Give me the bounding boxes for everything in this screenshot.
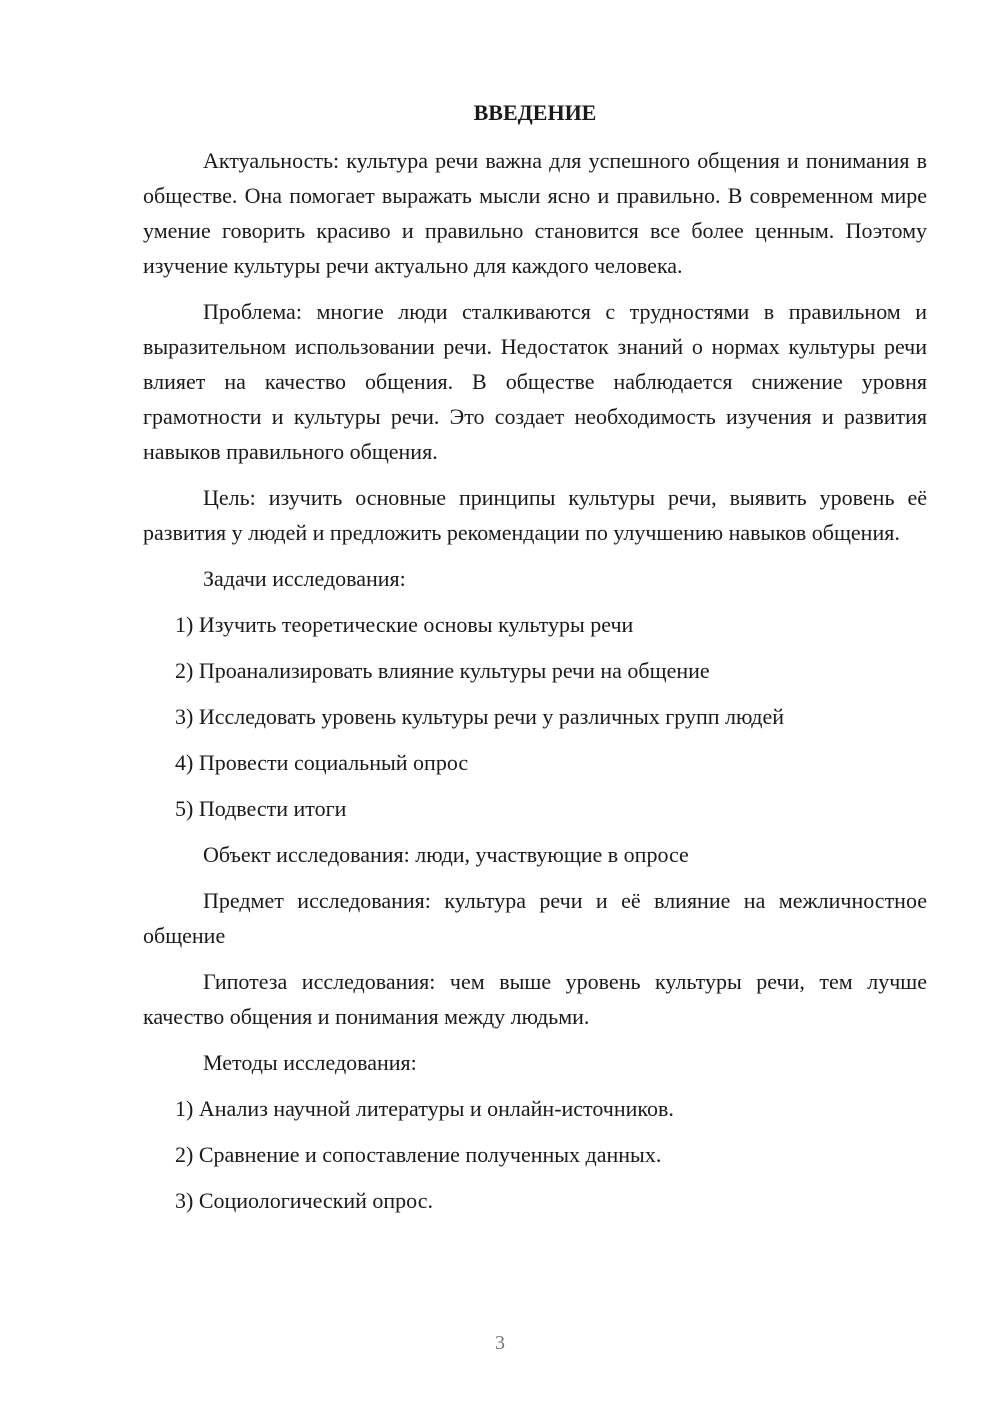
- method-item: 1) Анализ научной литературы и онлайн-источников.: [175, 1096, 674, 1121]
- subject-paragraph: Предмет исследования: культура речи и её влияние на межличностное общение: [143, 888, 927, 948]
- page-content: [143, 95, 927, 1229]
- methods-heading: Методы исследования:: [203, 1050, 417, 1075]
- section-title: ВВЕДЕНИЕ: [473, 100, 597, 125]
- task-item: 3) Исследовать уровень культуры речи у различных групп людей: [175, 704, 785, 729]
- object-line: Объект исследования: люди, участвующие в опросе: [203, 842, 689, 867]
- problem-paragraph: Проблема: многие люди сталкиваются с трудностями в правильном и выразительном использовании речи. Недостаток знаний о нормах культуры речи влияет на качество общения. В обществе наблюдается снижение уровня грамотности и культуры речи. Это создает необходимость изучения и развития навыков правильного общения.: [143, 299, 927, 464]
- method-item: 2) Сравнение и сопоставление полученных данных.: [175, 1142, 662, 1167]
- task-item: 2) Проанализировать влияние культуры речи на общение: [175, 658, 710, 683]
- goal-paragraph: Цель: изучить основные принципы культуры речи, выявить уровень её развития у людей и предложить рекомендации по улучшению навыков общения.: [143, 485, 927, 545]
- task-item: 5) Подвести итоги: [175, 796, 347, 821]
- task-item: 1) Изучить теоретические основы культуры речи: [175, 612, 634, 637]
- hypothesis-paragraph: Гипотеза исследования: чем выше уровень культуры речи, тем лучше качество общения и понимания между людьми.: [143, 969, 927, 1029]
- method-item: 3) Социологический опрос.: [175, 1188, 433, 1213]
- relevance-paragraph: Актуальность: культура речи важна для успешного общения и понимания в обществе. Она помогает выражать мысли ясно и правильно. В современном мире умение говорить красиво и правильно становится все более ценным. Поэтому изучение культуры речи актуально для каждого человека.: [143, 148, 927, 278]
- tasks-heading: Задачи исследования:: [203, 566, 406, 591]
- task-item: 4) Провести социальный опрос: [175, 750, 469, 775]
- page-number: 3: [495, 1332, 505, 1354]
